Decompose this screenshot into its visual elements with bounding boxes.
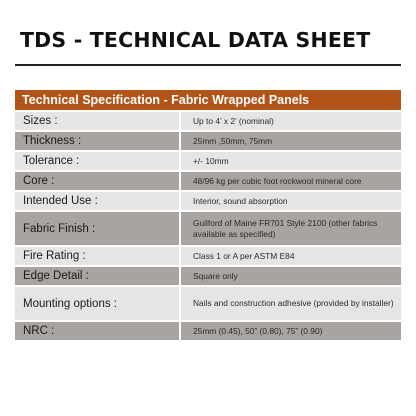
row-label-sizes: Sizes : — [15, 112, 181, 130]
row-label-core: Core : — [15, 172, 181, 190]
table-row — [15, 172, 401, 192]
row-value-mounting-options: Nails and construction adhesive (provided by installer) — [181, 287, 401, 320]
row-label-mounting-options: Mounting options : — [15, 287, 181, 320]
table-row — [15, 152, 401, 172]
row-label-edge-detail: Edge Detail : — [15, 267, 181, 285]
row-value-core: 48/96 kg per cubic foot rockwool mineral core — [181, 172, 401, 190]
spec-table — [15, 90, 401, 342]
table-row — [15, 132, 401, 152]
table-row — [15, 322, 401, 342]
row-label-fabric-finish: Fabric Finish : — [15, 212, 181, 245]
table-row — [15, 287, 401, 322]
row-value-fire-rating: Class 1 or A per ASTM E84 — [181, 247, 401, 265]
row-label-intended-use: Intended Use : — [15, 192, 181, 210]
table-row — [15, 212, 401, 247]
row-label-fire-rating: Fire Rating : — [15, 247, 181, 265]
row-value-fabric-finish: Guilford of Maine FR701 Style 2100 (other fabrics available as specified) — [181, 212, 401, 245]
table-row — [15, 247, 401, 267]
row-value-edge-detail: Square only — [181, 267, 401, 285]
row-label-tolerance: Tolerance : — [15, 152, 181, 170]
page-title: TDS - TECHNICAL DATA SHEET — [20, 28, 371, 52]
row-value-thickness: 25mm ,50mm, 75mm — [181, 132, 401, 150]
table-row — [15, 112, 401, 132]
row-label-thickness: Thickness : — [15, 132, 181, 150]
row-label-nrc: NRC : — [15, 322, 181, 340]
row-value-tolerance: +/- 10mm — [181, 152, 401, 170]
title-divider — [15, 64, 401, 66]
row-value-intended-use: Interior, sound absorption — [181, 192, 401, 210]
row-value-sizes: Up to 4’ x 2’ (nominal) — [181, 112, 401, 130]
row-value-nrc: 25mm (0.45), 50” (0.80), 75” (0.90) — [181, 322, 401, 340]
table-header: Technical Specification - Fabric Wrapped Panels — [15, 90, 401, 112]
table-row — [15, 192, 401, 212]
table-row — [15, 267, 401, 287]
